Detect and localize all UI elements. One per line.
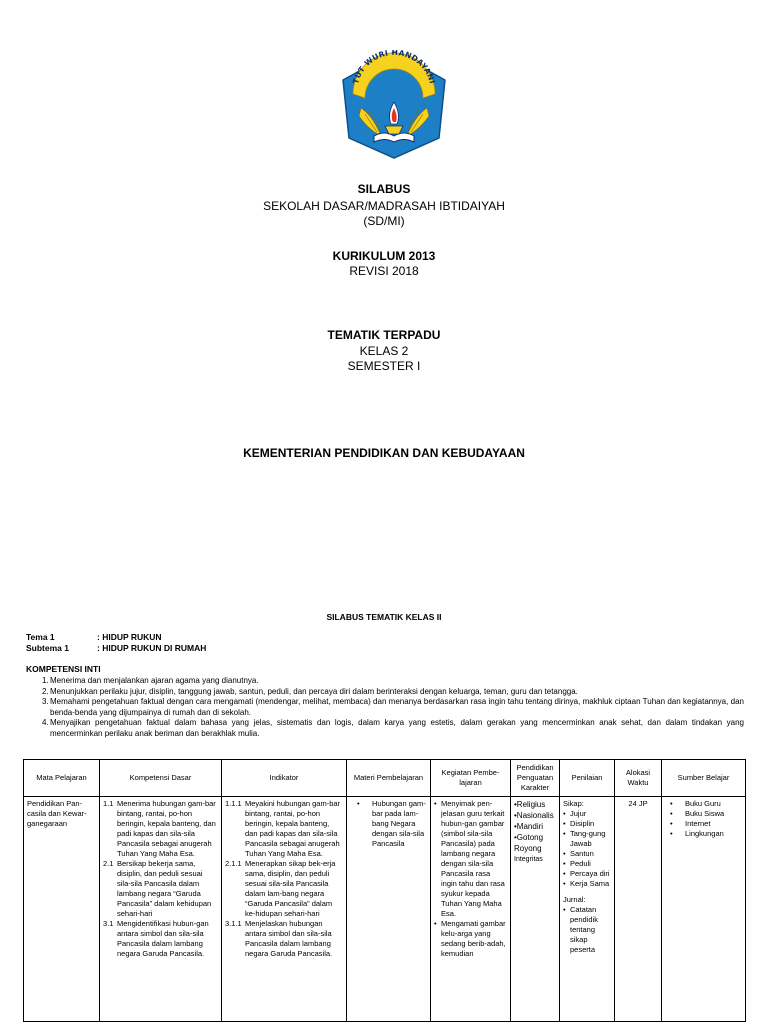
col-header: Kompetensi Dasar [100, 760, 222, 797]
syllabus-table [23, 759, 746, 1022]
cover-school-abbr: (SD/MI) [363, 214, 405, 228]
ki-title: KOMPETENSI INTI [26, 664, 101, 674]
ki-item: 2. Menunjukkan perilaku jujur, disiplin, tanggung jawab, santun, peduli, dan percaya diri dalam berinteraksi dengan keluarga, teman, guru dan tetangga. [42, 686, 578, 696]
cover-title: SILABUS [357, 182, 411, 196]
table-row [24, 797, 746, 1022]
col-header: Alokasi Waktu [615, 760, 662, 797]
cell-penilaian: Sikap: • Jujur • Disiplin • Tang-gung Jawab • Santun • Peduli • Percaya diri • Kerja Sama Jurnal: • Catatan pendidik tentang sikap peserta [560, 797, 615, 1022]
cover-theme-type: TEMATIK TERPADU [327, 328, 441, 342]
cell-karakter: •Religius •Nasionalis •Mandiri •Gotong Royong Integritas [511, 797, 560, 1022]
cell-kegiatan: • Menyimak pen-jelasan guru terkait hubun-gan gambar (simbol sila-sila Pancasila) pada lambang negara dengan sila-sila Pancasila rasa ingin tahu dan rasa syukur kepada Tuhan Yang Maha Esa. • Mengamati gambar kelu-arga yang sedang berib-adah, kemudian [431, 797, 511, 1022]
tema-value: : HIDUP RUKUN [97, 632, 162, 642]
col-header: Penilaian [560, 760, 615, 797]
cover-curriculum: KURIKULUM 2013 [332, 249, 436, 263]
col-header: Kegiatan Pembe-lajaran [431, 760, 511, 797]
col-header: Mata Pelajaran [24, 760, 100, 797]
ki-item: 1. Menerima dan menjalankan ajaran agama yang dianutnya. [42, 676, 259, 685]
subtema-label: Subtema 1 [26, 643, 69, 653]
subtema-value: : HIDUP RUKUN DI RUMAH [97, 643, 207, 653]
cell-sumber: • Buku Guru • Buku Siswa • Internet • Lingkungan [662, 797, 746, 1022]
syllabus-heading: SILABUS TEMATIK KELAS II [326, 612, 442, 622]
ki-item: 4. Menyajikan pengetahuan faktual dalam bahasa yang jelas, sistematis dan logis, dalam karya yang estetis, dalam gerakan yang mencerminkan anak sehat, dan dalam tindakan yang mencerminkan perilaku anak beriman dan berakhlak mulia. [42, 718, 744, 738]
col-header: Pendidikan Penguatan Karakter [511, 760, 560, 797]
col-header: Sumber Belajar [662, 760, 746, 797]
tut-wuri-handayani-logo [341, 50, 447, 160]
cover-school: SEKOLAH DASAR/MADRASAH IBTIDAIYAH [263, 199, 505, 213]
cell-indikator: 1.1.1 Meyakini hubungan gam-bar bintang, rantai, po-hon beringin, kepala banteng, dan padi kapas dan sila-sila Pancasila sebagai anugerah Tuhan Yang Maha Esa. 2.1.1 Menerapkan sikap bek-erja sama, disiplin, dan peduli sesuai sila-sila Pancasila dalam lam-bang negara “Garuda Pancasila” dalam ke-hidupan sehari-hari 3.1.1 Menjelaskan hubungan antara simbol dan sila-sila Pancasila dalam lambang negara Garuda Pancasila. [222, 797, 347, 1022]
col-header: Indikator [222, 760, 347, 797]
table-header-row [24, 760, 746, 797]
cell-materi: • Hubungan gam-bar pada lam-bang Negara dengan sila-sila Pancasila [347, 797, 431, 1022]
col-header: Materi Pembelajaran [347, 760, 431, 797]
ki-list [26, 676, 744, 739]
svg-text:TUT WURI HANDAYANI: TUT WURI HANDAYANI [350, 50, 437, 85]
cell-subject: Pendidikan Pan-casila dan Kewar-ganegaraan [24, 797, 100, 1022]
tema-label: Tema 1 [26, 632, 55, 642]
cell-kompetensi-dasar: 1.1 Menerima hubungan gam-bar bintang, rantai, po-hon beringin, kepala banteng, dan padi kapas dan sila-sila Pancasila sebagai anugerah Tuhan Yang Maha Esa. 2.1 Bersikap bekerja sama, disiplin, dan peduli sesuai sila-sila Pancasila dalam lambang negara “Garuda Pancasila” dalam kehidupan sehari-hari 3.1 Mengidentifikasi hubun-gan antara simbol dan sila-sila Pancasila dalam lambang negara Garuda Pancasila. [100, 797, 222, 1022]
cover-ministry: KEMENTERIAN PENDIDIKAN DAN KEBUDAYAAN [243, 446, 525, 460]
cell-alokasi: 24 JP [615, 797, 662, 1022]
cover-semester: SEMESTER I [347, 359, 421, 373]
ki-item: 3. Memahami pengetahuan faktual dengan cara mengamati (mendengar, melihat, membaca) dan menanya berdasarkan rasa ingin tahu tentang dirinya, makhluk ciptaan Tuhan dan kegiatannya, dan benda-benda yang dijumpainya di rumah dan di sekolah. [42, 697, 744, 717]
cover-grade: KELAS 2 [359, 344, 409, 358]
cover-revision: REVISI 2018 [349, 264, 419, 278]
